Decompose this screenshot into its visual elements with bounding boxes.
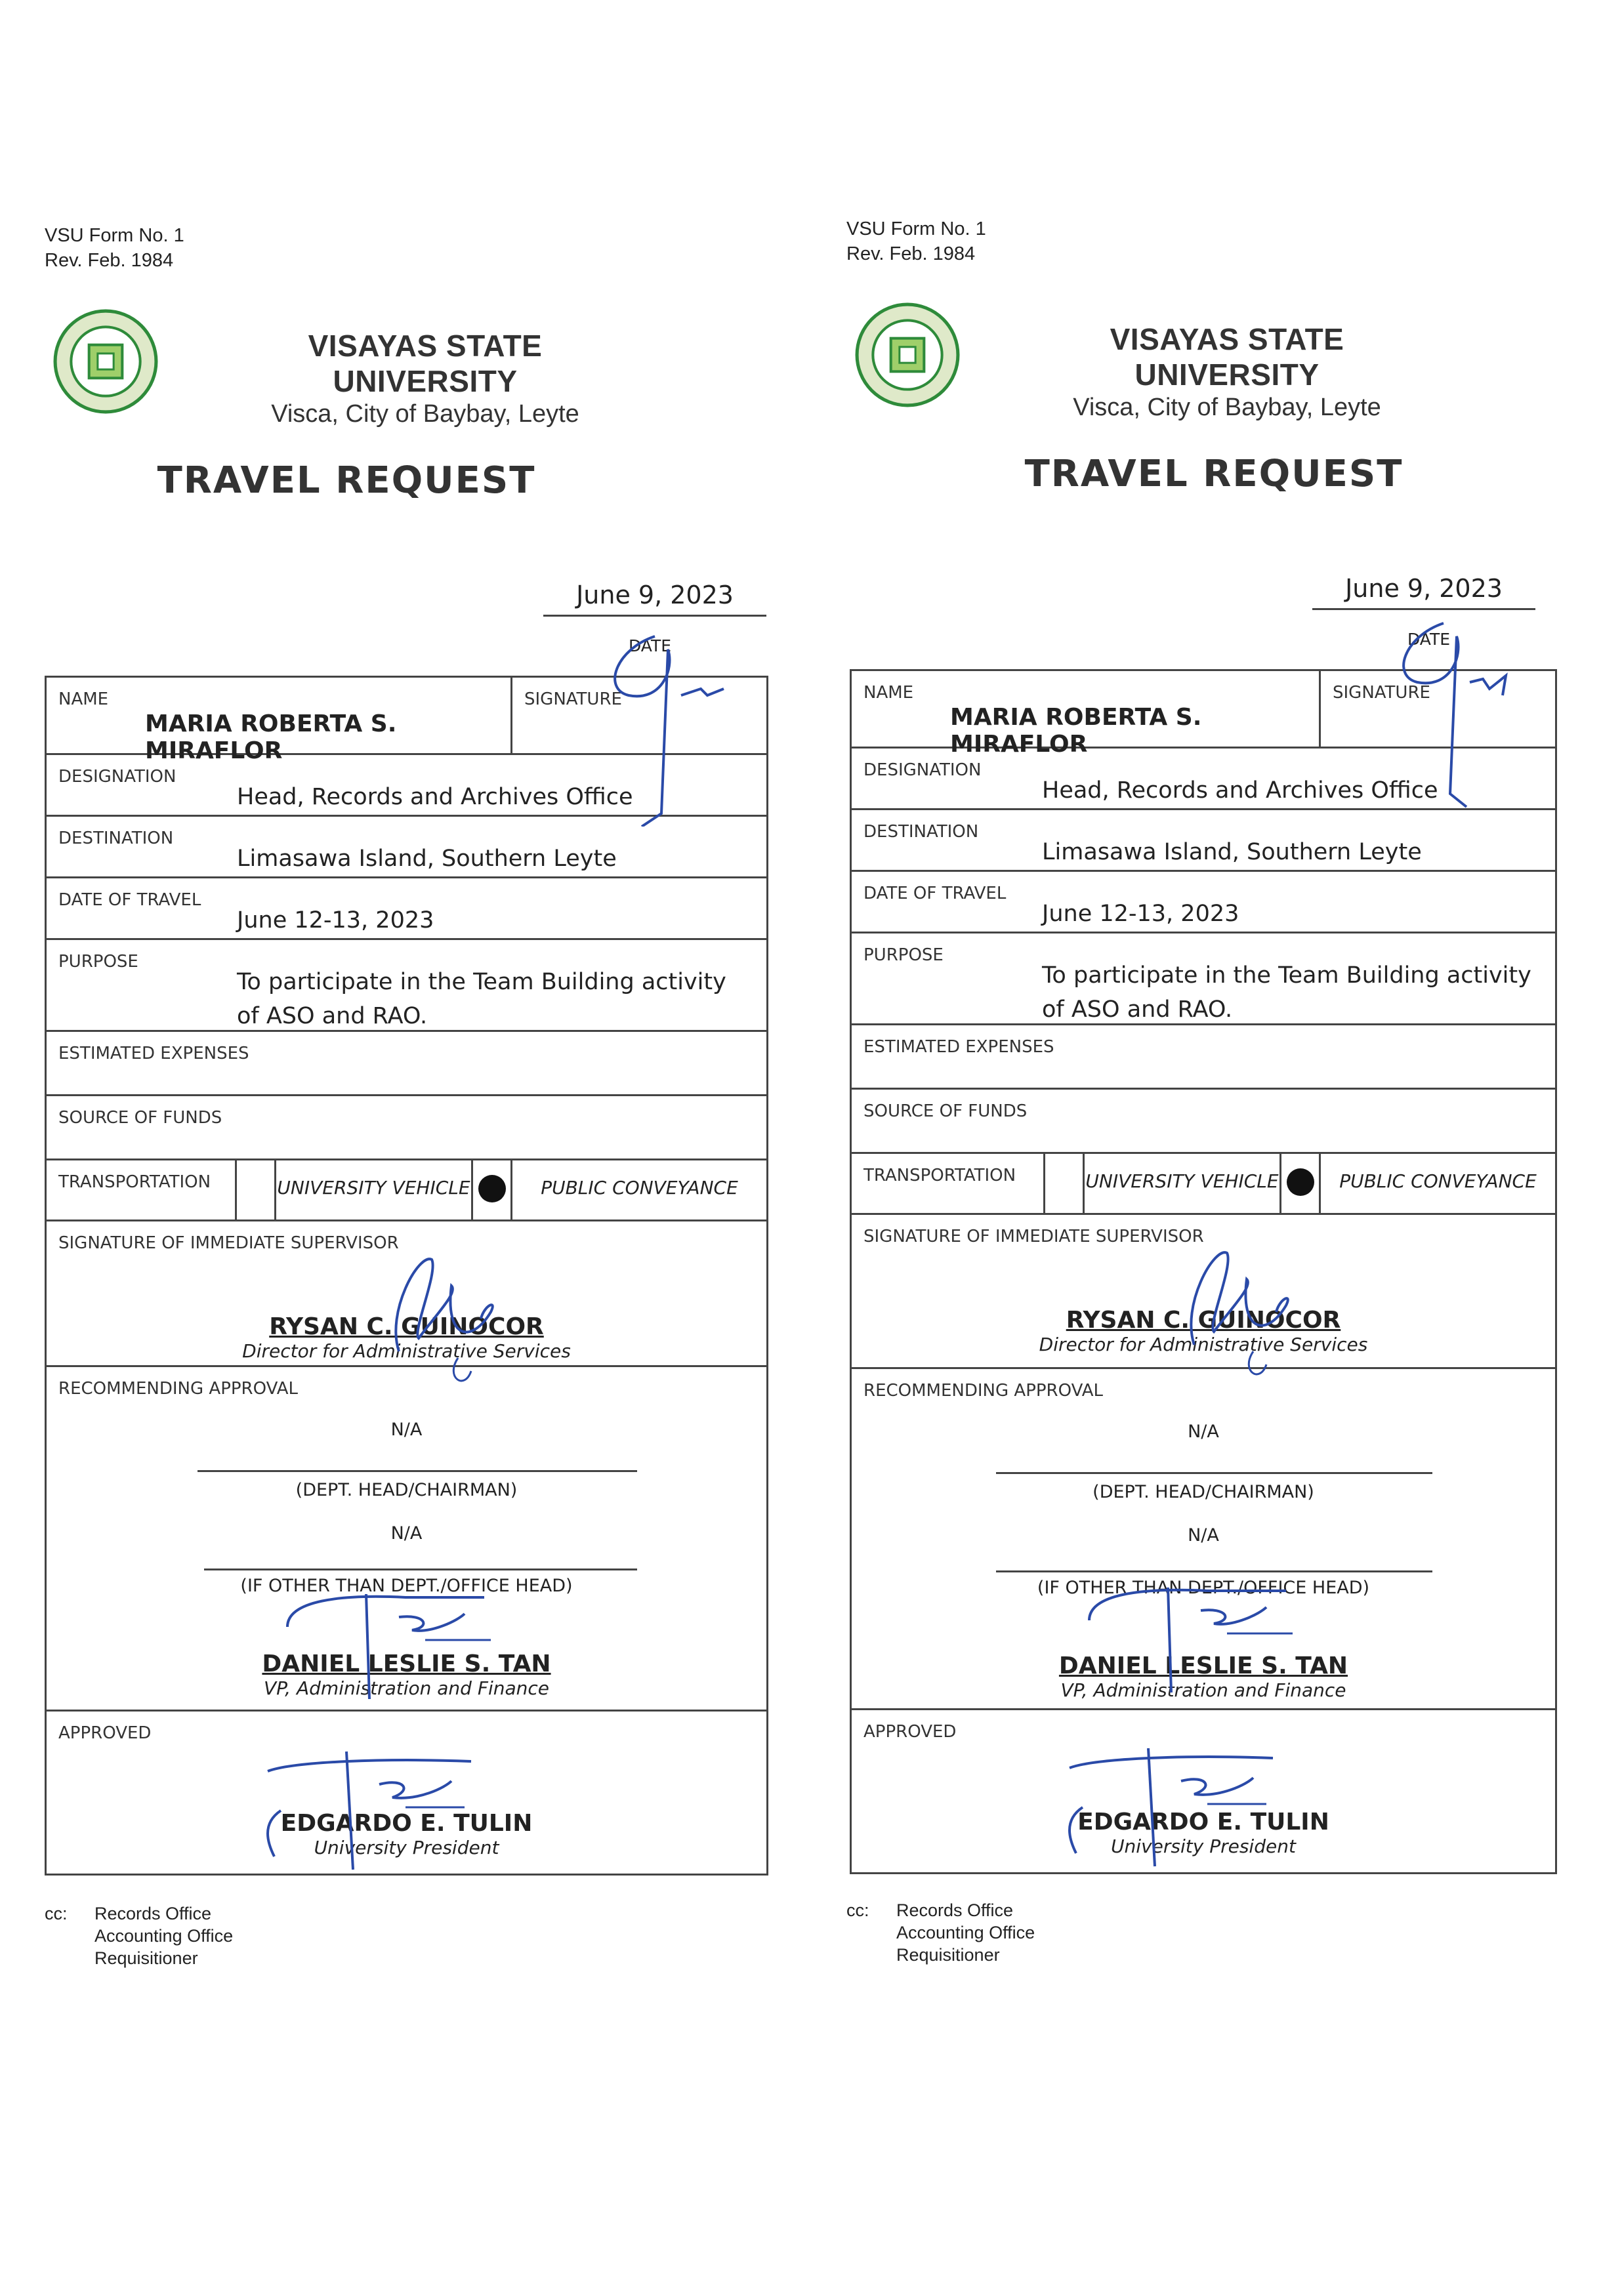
recommending-approval-row [46, 1366, 768, 1711]
university-name: VISAYAS STATE UNIVERSITY [1110, 322, 1344, 392]
designation-row [46, 754, 768, 816]
destination-row [851, 810, 1556, 871]
travel-request-table [850, 669, 1557, 1874]
cc-item: Requisitioner [94, 1948, 198, 1968]
president-name: EDGARDO E. TULIN [280, 1810, 533, 1837]
na-first: N/A [1188, 1422, 1219, 1442]
vehicle-checkbox[interactable] [236, 1160, 276, 1221]
name-cell [46, 677, 512, 764]
filled-dot-icon [478, 1175, 506, 1202]
dept-head-label: (DEPT. HEAD/CHAIRMAN) [295, 1480, 518, 1500]
date-value: June 9, 2023 [543, 581, 766, 617]
signature-line [204, 1568, 637, 1570]
supervisor-name: RYSAN C. GUINOCOR [1066, 1307, 1341, 1334]
source-of-funds-label: SOURCE OF FUNDS [863, 1101, 1028, 1121]
university-address: Visca, City of Baybay, Leyte [1073, 394, 1381, 421]
signature-line [996, 1472, 1432, 1474]
form-title: TRAVEL REQUEST [157, 459, 536, 502]
source-of-funds-label: SOURCE OF FUNDS [58, 1108, 222, 1128]
other-head-label: (IF OTHER THAN DEPT./OFFICE HEAD) [1037, 1578, 1370, 1598]
purpose-label: PURPOSE [58, 952, 138, 972]
university-vehicle-option: UNIVERSITY VEHICLE [276, 1160, 472, 1221]
cc-item: Requisitioner [896, 1945, 1000, 1965]
university-seal-icon [52, 308, 159, 415]
form-reference [45, 223, 184, 273]
vehicle-checkbox[interactable] [1045, 1153, 1084, 1214]
supervisor-row [851, 1214, 1556, 1368]
name-cell [851, 670, 1320, 758]
name-label: NAME [863, 683, 914, 703]
university-vehicle-option: UNIVERSITY VEHICLE [1084, 1153, 1281, 1214]
travel-request-form-left [45, 223, 766, 1994]
vp-title: VP, Administration and Finance [264, 1677, 549, 1699]
destination-label: DESTINATION [863, 822, 979, 842]
date-label: DATE [629, 636, 672, 655]
name-label: NAME [58, 689, 109, 709]
president-title: University President [1111, 1835, 1296, 1857]
purpose-label: PURPOSE [863, 945, 944, 965]
cc-label: cc: [45, 1904, 68, 1923]
signature-line [996, 1570, 1432, 1572]
transportation-label-cell [851, 1153, 1045, 1214]
date-of-travel-row [851, 871, 1556, 933]
purpose-value: To participate in the Team Building activity of ASO and RAO. [1042, 962, 1531, 1023]
source-of-funds-row [851, 1089, 1556, 1153]
designation-label: DESIGNATION [58, 767, 177, 787]
signature-cell [512, 677, 768, 754]
university-seal-icon [854, 302, 961, 408]
cc-item: Records Office [94, 1904, 212, 1923]
university-heading [1043, 321, 1411, 422]
university-name: VISAYAS STATE UNIVERSITY [308, 329, 543, 398]
na-second: N/A [1188, 1525, 1219, 1546]
cc-item: Accounting Office [896, 1923, 1035, 1942]
name-value: MARIA ROBERTA S. MIRAFLOR [145, 710, 397, 764]
recommending-approval-label: RECOMMENDING APPROVAL [863, 1381, 1104, 1401]
vp-name: DANIEL LESLIE S. TAN [262, 1650, 551, 1677]
travel-request-form-right [846, 216, 1568, 1988]
form-revision: Rev. Feb. 1984 [846, 243, 976, 264]
recommending-approval-label: RECOMMENDING APPROVAL [58, 1379, 299, 1399]
public-conveyance-checkbox[interactable] [1281, 1153, 1320, 1214]
approved-row [851, 1710, 1556, 1874]
destination-row [46, 816, 768, 878]
designation-row [851, 748, 1556, 810]
date-value: June 9, 2023 [1312, 574, 1535, 610]
other-head-label: (IF OTHER THAN DEPT./OFFICE HEAD) [240, 1576, 573, 1596]
transportation-label: TRANSPORTATION [863, 1166, 1016, 1185]
dept-head-label: (DEPT. HEAD/CHAIRMAN) [1092, 1482, 1314, 1502]
university-address: Visca, City of Baybay, Leyte [271, 400, 579, 428]
travel-request-table [45, 676, 768, 1876]
vp-name: DANIEL LESLIE S. TAN [1058, 1652, 1348, 1679]
signature-label: SIGNATURE [524, 689, 622, 709]
transportation-label: TRANSPORTATION [58, 1172, 211, 1192]
vp-title: VP, Administration and Finance [1060, 1679, 1346, 1701]
public-conveyance-option: PUBLIC CONVEYANCE [1320, 1153, 1556, 1214]
cc-label: cc: [846, 1900, 869, 1920]
date-of-travel-label: DATE OF TRAVEL [58, 890, 201, 910]
approved-label: APPROVED [58, 1723, 152, 1743]
date-of-travel-value: June 12-13, 2023 [1042, 901, 1239, 927]
president-title: University President [314, 1837, 499, 1858]
date-of-travel-row [46, 878, 768, 939]
estimated-expenses-label: ESTIMATED EXPENSES [863, 1037, 1054, 1057]
estimated-expenses-row [46, 1031, 768, 1096]
supervisor-row [46, 1221, 768, 1366]
form-number: VSU Form No. 1 [45, 225, 184, 246]
supervisor-name: RYSAN C. GUINOCOR [269, 1313, 544, 1340]
public-conveyance-checkbox[interactable] [472, 1160, 512, 1221]
estimated-expenses-row [851, 1025, 1556, 1089]
purpose-value: To participate in the Team Building activity of ASO and RAO. [237, 969, 726, 1029]
university-heading [241, 328, 609, 428]
transportation-label-cell [46, 1160, 236, 1221]
form-number: VSU Form No. 1 [846, 218, 986, 239]
destination-value: Limasawa Island, Southern Leyte [237, 846, 617, 872]
cc-item: Accounting Office [94, 1926, 234, 1946]
signature-line [198, 1470, 637, 1472]
approved-row [46, 1711, 768, 1875]
purpose-row [46, 939, 768, 1031]
supervisor-title: Director for Administrative Services [1039, 1334, 1368, 1355]
date-of-travel-value: June 12-13, 2023 [237, 907, 434, 933]
form-reference [846, 216, 986, 266]
supervisor-label: SIGNATURE OF IMMEDIATE SUPERVISOR [58, 1233, 399, 1253]
estimated-expenses-label: ESTIMATED EXPENSES [58, 1044, 249, 1063]
form-title: TRAVEL REQUEST [1024, 453, 1404, 495]
name-value: MARIA ROBERTA S. MIRAFLOR [950, 704, 1202, 758]
designation-value: Head, Records and Archives Office [237, 784, 633, 810]
designation-label: DESIGNATION [863, 760, 982, 780]
signature-cell [1320, 670, 1556, 748]
designation-value: Head, Records and Archives Office [1042, 777, 1438, 804]
public-conveyance-option: PUBLIC CONVEYANCE [512, 1160, 768, 1221]
president-name: EDGARDO E. TULIN [1077, 1809, 1329, 1835]
source-of-funds-row [46, 1096, 768, 1160]
form-revision: Rev. Feb. 1984 [45, 250, 174, 271]
supervisor-label: SIGNATURE OF IMMEDIATE SUPERVISOR [863, 1227, 1204, 1246]
filled-dot-icon [1287, 1168, 1314, 1196]
recommending-approval-row [851, 1368, 1556, 1710]
na-first: N/A [390, 1420, 423, 1440]
destination-value: Limasawa Island, Southern Leyte [1042, 839, 1422, 865]
date-of-travel-label: DATE OF TRAVEL [863, 884, 1007, 903]
purpose-row [851, 933, 1556, 1025]
signature-label: SIGNATURE [1333, 683, 1430, 703]
na-second: N/A [390, 1523, 423, 1544]
approved-label: APPROVED [863, 1722, 957, 1742]
cc-item: Records Office [896, 1900, 1014, 1920]
destination-label: DESTINATION [58, 829, 174, 848]
date-label: DATE [1407, 630, 1451, 649]
supervisor-title: Director for Administrative Services [242, 1340, 571, 1362]
